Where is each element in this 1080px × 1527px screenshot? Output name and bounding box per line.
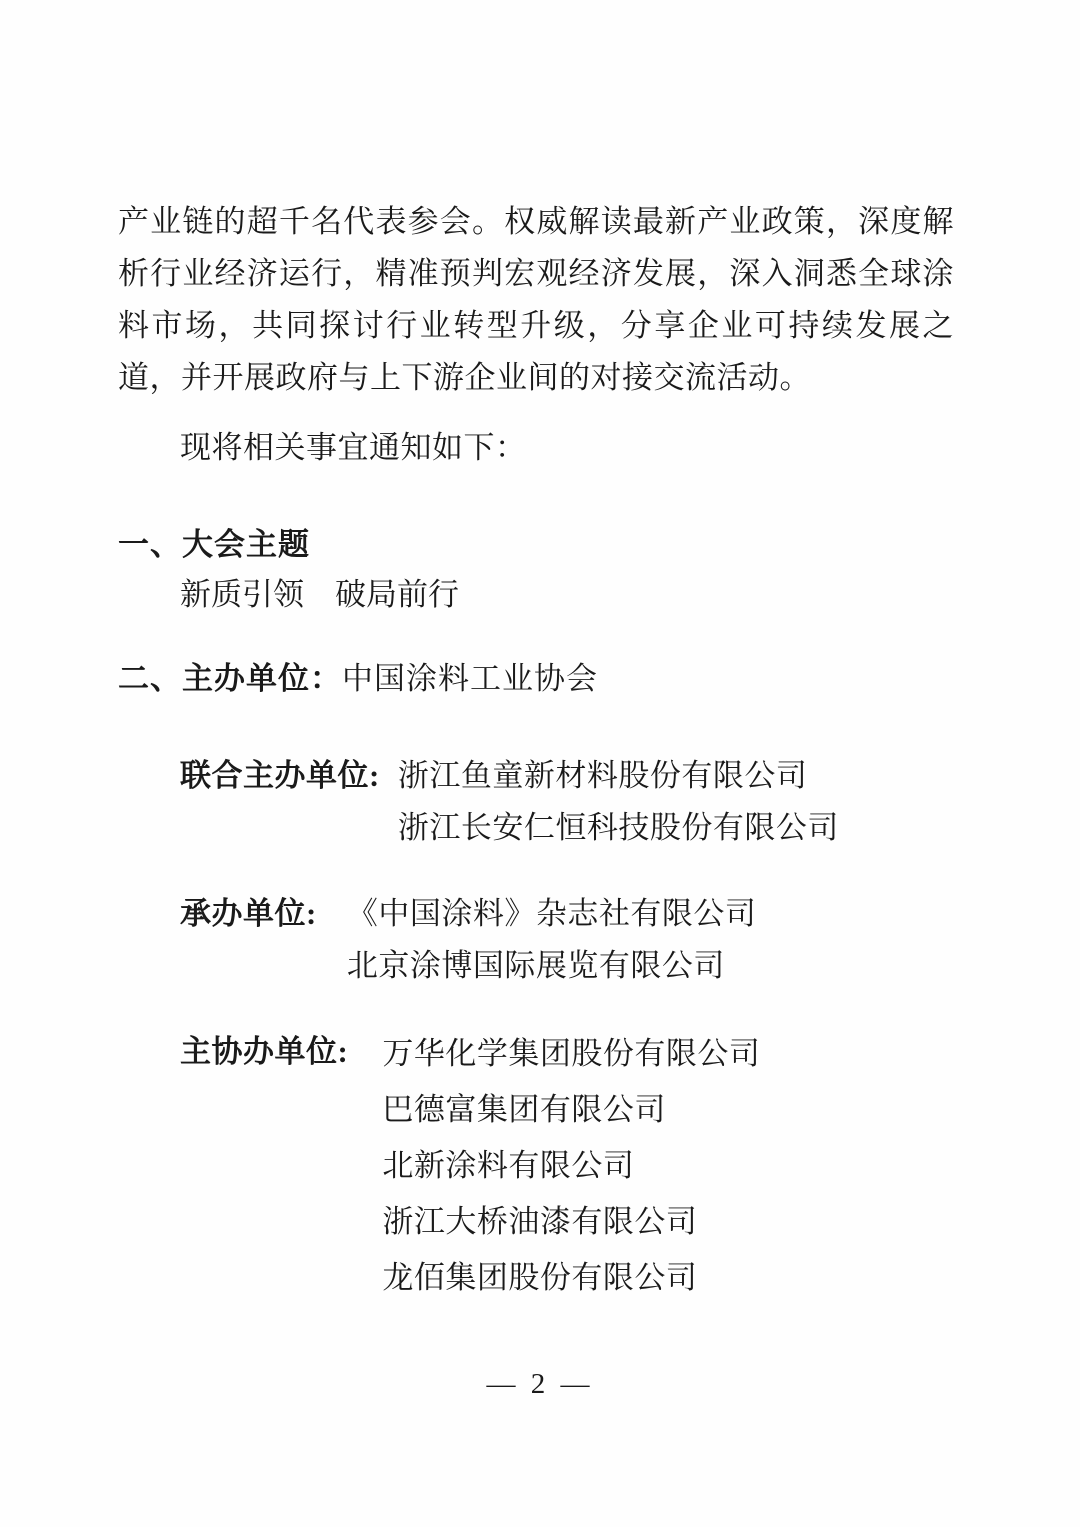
organizer-group-coorganizer <box>118 1026 954 1306</box>
organizer-value: 北京涂博国际展览有限公司 <box>346 948 725 983</box>
organizer-value: 巴德富集团有限公司 <box>382 1092 666 1127</box>
organizer-value: 《中国涂料》杂志社有限公司 <box>346 896 757 931</box>
organizer-value: 浙江大桥油漆有限公司 <box>382 1204 698 1239</box>
organizer-value: 北新涂料有限公司 <box>382 1148 635 1183</box>
organizer-label-joint: 联合主办单位: <box>180 758 380 793</box>
section-2-number: 二、 <box>118 661 182 696</box>
organizer-value: 万华化学集团股份有限公司 <box>382 1036 761 1071</box>
organizer-group-joint <box>118 750 954 854</box>
organizer-value: 浙江长安仁恒科技股份有限公司 <box>397 810 839 845</box>
organizer-value: 浙江鱼童新材料股份有限公司 <box>397 758 808 793</box>
body-paragraph: 产业链的超千名代表参会。权威解读最新产业政策，深度解析行业经济运行，精准预判宏观经济发展，深入洞悉全球涂料市场，共同探讨行业转型升级，分享企业可持续发展之道，并开展政府与上下游企业间的对接交流活动。 <box>118 204 954 395</box>
section-heading-2 <box>118 654 954 704</box>
notice-line: 现将相关事宜通知如下： <box>180 430 527 465</box>
organizer-values-host <box>347 888 757 992</box>
section-2-title: 主办单位： <box>182 661 342 696</box>
section-1-content: 新质引领 破局前行 <box>180 577 459 612</box>
page-number: — 2 — <box>486 1368 594 1400</box>
organizer-group-host <box>118 888 954 992</box>
organizer-values-coorganizer <box>382 1026 760 1306</box>
section-2-value: 中国涂料工业协会 <box>342 661 598 696</box>
organizer-label-host: 承办单位: <box>180 896 317 931</box>
section-1-number: 一、 <box>118 527 182 562</box>
organizer-value: 龙佰集团股份有限公司 <box>382 1260 698 1295</box>
organizer-values-joint <box>398 750 839 854</box>
section-1-title: 大会主题 <box>182 527 310 562</box>
document-content <box>118 196 954 1306</box>
organizer-label-coorganizer: 主协办单位: <box>180 1034 349 1069</box>
section-heading-1 <box>118 520 954 570</box>
